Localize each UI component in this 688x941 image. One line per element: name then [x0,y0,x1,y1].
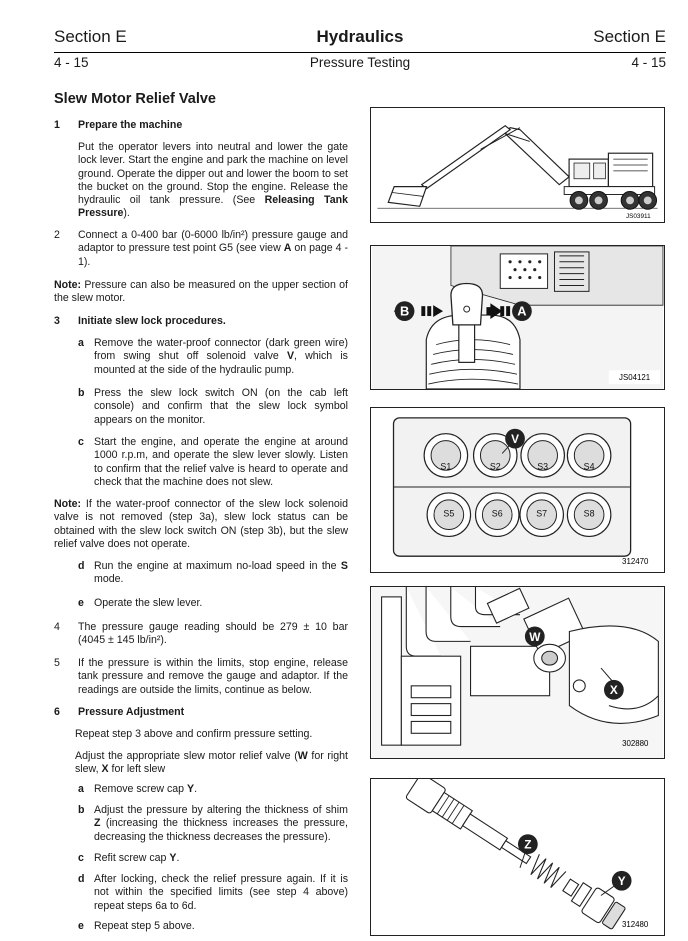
figure-slew-motor [370,586,665,759]
figure-excavator [370,107,665,223]
label-a: A [517,303,527,319]
step-1-body: Put the operator levers into neutral and lower the gate lock lever. Start the engine and park the machine on level ground. Operate the dipper out and lower the boom to set the bucket on the ground. Stop the engine. Release the hydraulic oil tank pressure. (See Releasing Tank Pressure). [78,141,348,220]
note-upper-section: Note: Pressure can also be measured on the upper section of the slew motor. [54,279,348,305]
page-header [54,27,666,51]
figure-code: 312470 [622,557,649,567]
port-s2-label: S2 [489,461,501,472]
port-s5-label: S5 [443,508,455,519]
valve-block-illustration [371,408,664,572]
label-b: B [399,303,410,319]
figure-code: 312480 [622,920,649,930]
step-6-repeat: Repeat step 3 above and confirm pressure setting. [75,728,313,740]
header-rule [54,52,666,53]
page-title: Slew Motor Relief Valve [54,91,216,107]
page-number-left: 4 - 15 [54,55,89,70]
slew-motor-illustration [371,587,664,758]
port-s4-label: S4 [583,461,595,472]
figure-valve-block [370,407,665,573]
relief-valve-illustration [371,779,664,935]
figure-code: 302880 [622,739,649,749]
figure-code: JS04121 [619,373,651,383]
port-s6-label: S6 [491,508,503,519]
label-w: W [529,629,541,644]
port-s1-label: S1 [440,461,452,472]
page-number-right: 4 - 15 [631,55,666,70]
figure-lever [370,245,665,390]
section-left: Section E [54,27,127,46]
port-s3-label: S3 [537,461,549,472]
port-s8-label: S8 [583,508,595,519]
label-x: X [609,683,618,698]
note-slew-lock: Note: If the water-proof connector of the slew lock solenoid valve is not removed (step 3a), slew lock status can be obtained with the slew lock switch ON (step 3b), but the slew relief valve does not operate. [54,498,348,550]
lever-illustration [371,246,664,389]
figure-code: JS03911 [625,213,651,221]
chapter-title: Hydraulics [316,27,404,46]
label-v: V [511,432,519,447]
label-z: Z [524,837,532,852]
page-subheader [54,55,666,75]
excavator-illustration [371,108,664,222]
port-s7-label: S7 [536,508,548,519]
step-6-adjust: Adjust the appropriate slew motor relief valve (W for right slew, X for left slew [75,750,348,776]
figure-relief-valve [370,778,665,936]
section-right: Section E [593,27,666,46]
label-y: Y [617,874,626,889]
page-subtitle: Pressure Testing [309,55,411,70]
